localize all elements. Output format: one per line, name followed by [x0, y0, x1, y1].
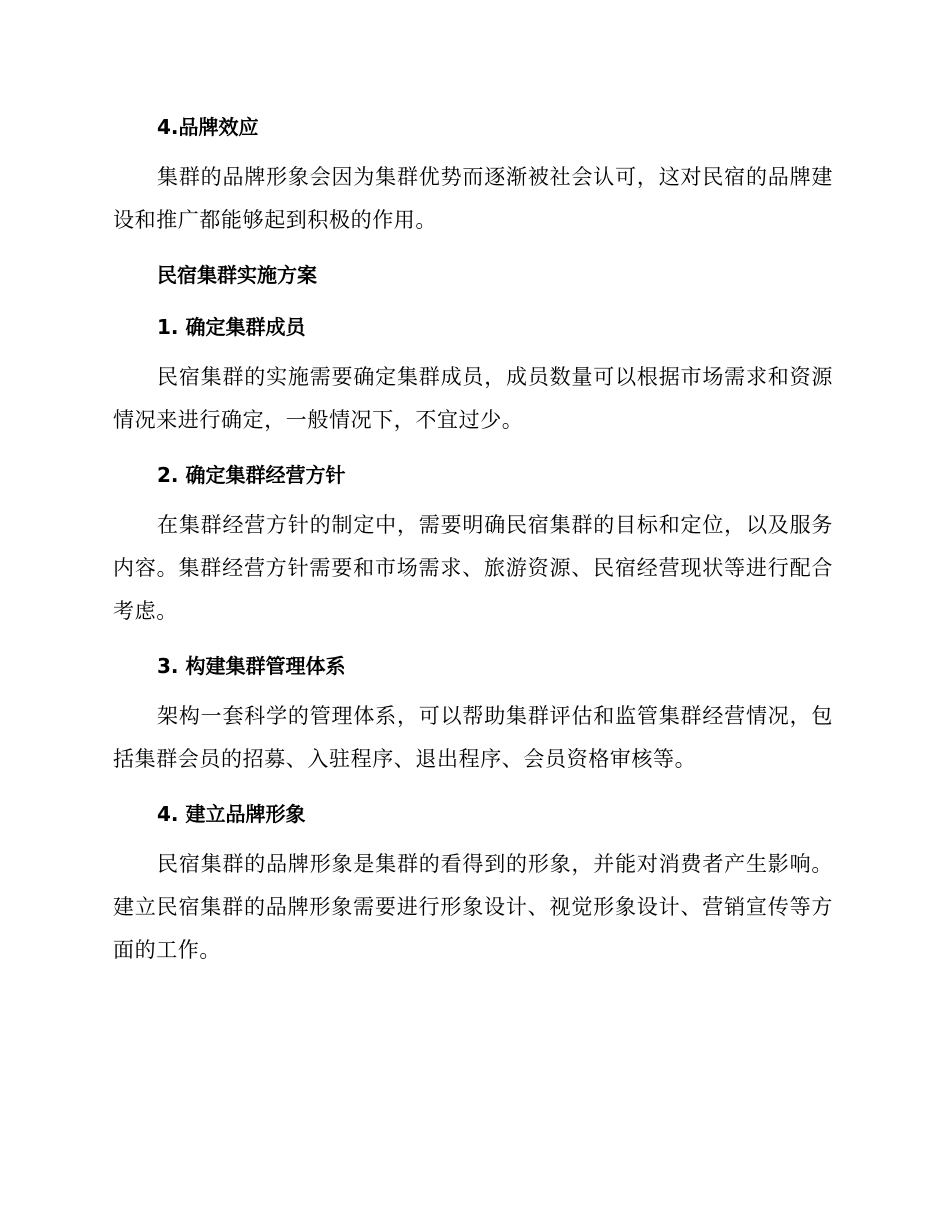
section-heading-business-policy: 2. 确定集群经营方针	[157, 463, 346, 487]
paragraph-determine-members: 民宿集群的实施需要确定集群成员，成员数量可以根据市场需求和资源情况来进行确定，一般情况下，不宜过少。	[113, 365, 833, 432]
section-heading-brand-effect: 4.品牌效应	[157, 115, 259, 139]
document-page	[113, 104, 833, 982]
paragraph-brand-effect: 集群的品牌形象会因为集群优势而逐渐被社会认可，这对民宿的品牌建设和推广都能够起到积极的作用。	[113, 165, 833, 232]
section-heading-implementation-plan: 民宿集群实施方案	[157, 263, 317, 287]
paragraph-business-policy: 在集群经营方针的制定中，需要明确民宿集群的目标和定位，以及服务内容。集群经营方针需要和市场需求、旅游资源、民宿经营现状等进行配合考虑。	[113, 513, 833, 623]
paragraph-management-system: 架构一套科学的管理体系，可以帮助集群评估和监管集群经营情况，包括集群会员的招募、入驻程序、退出程序、会员资格审核等。	[113, 704, 833, 771]
paragraph-brand-image: 民宿集群的品牌形象是集群的看得到的形象，并能对消费者产生影响。建立民宿集群的品牌形象需要进行形象设计、视觉形象设计、营销宣传等方面的工作。	[113, 852, 833, 962]
section-heading-management-system: 3. 构建集群管理体系	[157, 654, 346, 678]
section-heading-determine-members: 1. 确定集群成员	[157, 315, 306, 339]
section-heading-brand-image: 4. 建立品牌形象	[157, 802, 306, 826]
